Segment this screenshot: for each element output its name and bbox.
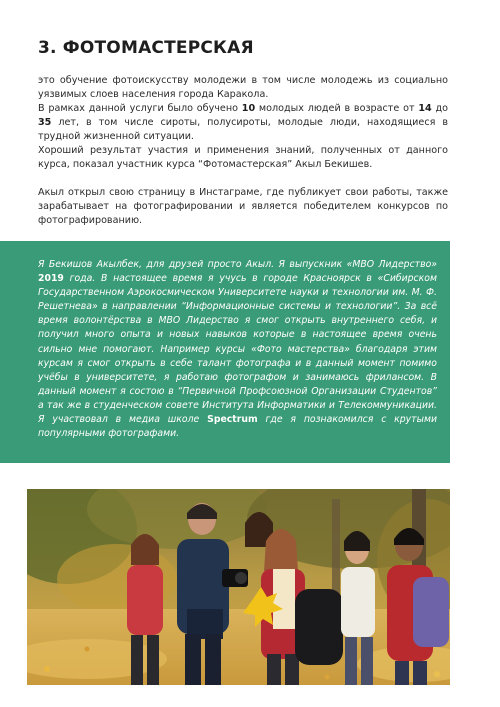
intro-text-run: до [431, 103, 448, 114]
intro-text-run: молодых людей в возрасте от [255, 103, 419, 114]
intro-paragraph-3: Хороший результат участия и применения знаний, полученных от данного курса, показал участник курса “Фотомастерская” Акыл Бекишев. [38, 145, 448, 170]
section-heading: 3. ФОТОМАСТЕРСКАЯ [38, 38, 254, 58]
age-max: 35 [38, 117, 52, 128]
intro-text [38, 74, 448, 228]
group-photo-illustration [27, 489, 450, 685]
intro-paragraph-2 [38, 102, 448, 144]
intro-text-run: В рамках данной услуги было обучено [38, 103, 242, 114]
graduation-year: 2019 [38, 273, 64, 285]
intro-paragraph-4: Акыл открыл свою страницу в Инстаграме, где публикует свои работы, также зарабатывает на фотографировании и является победителем конкурсов по фотографированию. [38, 187, 448, 226]
testimonial-run: года. В настоящее время я учусь в городе Красноярск в «Сибирском Государственном Аэрокосмическом Университете науки и технологии им. М. Ф. Решетнева» в направлении “Информационные системы и технологии”. За всё время волонтёрства в МВО Лидерство я смог открыть внутреннего себя, и получил много опыта и новых навыков которые в настоящее время очень сильно мне помогают. Например курсы «Фото мастерства» благодаря этим курсам я смог открыть в себе талант фотографа и в данный момент помимо учёбы в университете, я работаю фотографом и занимаюсь фрилансом. В данный момент я состою в “Первичной Профсоюзной Организации Студентов” а так же в студенческом совете Института Информатики и Телекоммуникации. Я участвовал в медиа школе [38, 273, 437, 426]
media-school-name: Spectrum [207, 414, 258, 426]
participants-count: 10 [241, 103, 256, 114]
testimonial-text [38, 258, 437, 441]
group-photo [27, 489, 450, 685]
intro-text-run: лет, в том числе сироты, полусироты, молодые люди, находящиеся в трудной жизненной ситуации. [38, 117, 448, 142]
intro-paragraph-1: это обучение фотоискусству молодежи в том числе молодежь из социально уязвимых слоев населения города Каракола. [38, 75, 448, 100]
testimonial-run: где я познакомился с крутыми популярными фотографами. [38, 414, 437, 440]
age-min: 14 [418, 103, 432, 114]
testimonial-run: Я Бекишов Акылбек, для друзей просто Акыл. Я выпускник «МВО Лидерство» [38, 259, 437, 270]
